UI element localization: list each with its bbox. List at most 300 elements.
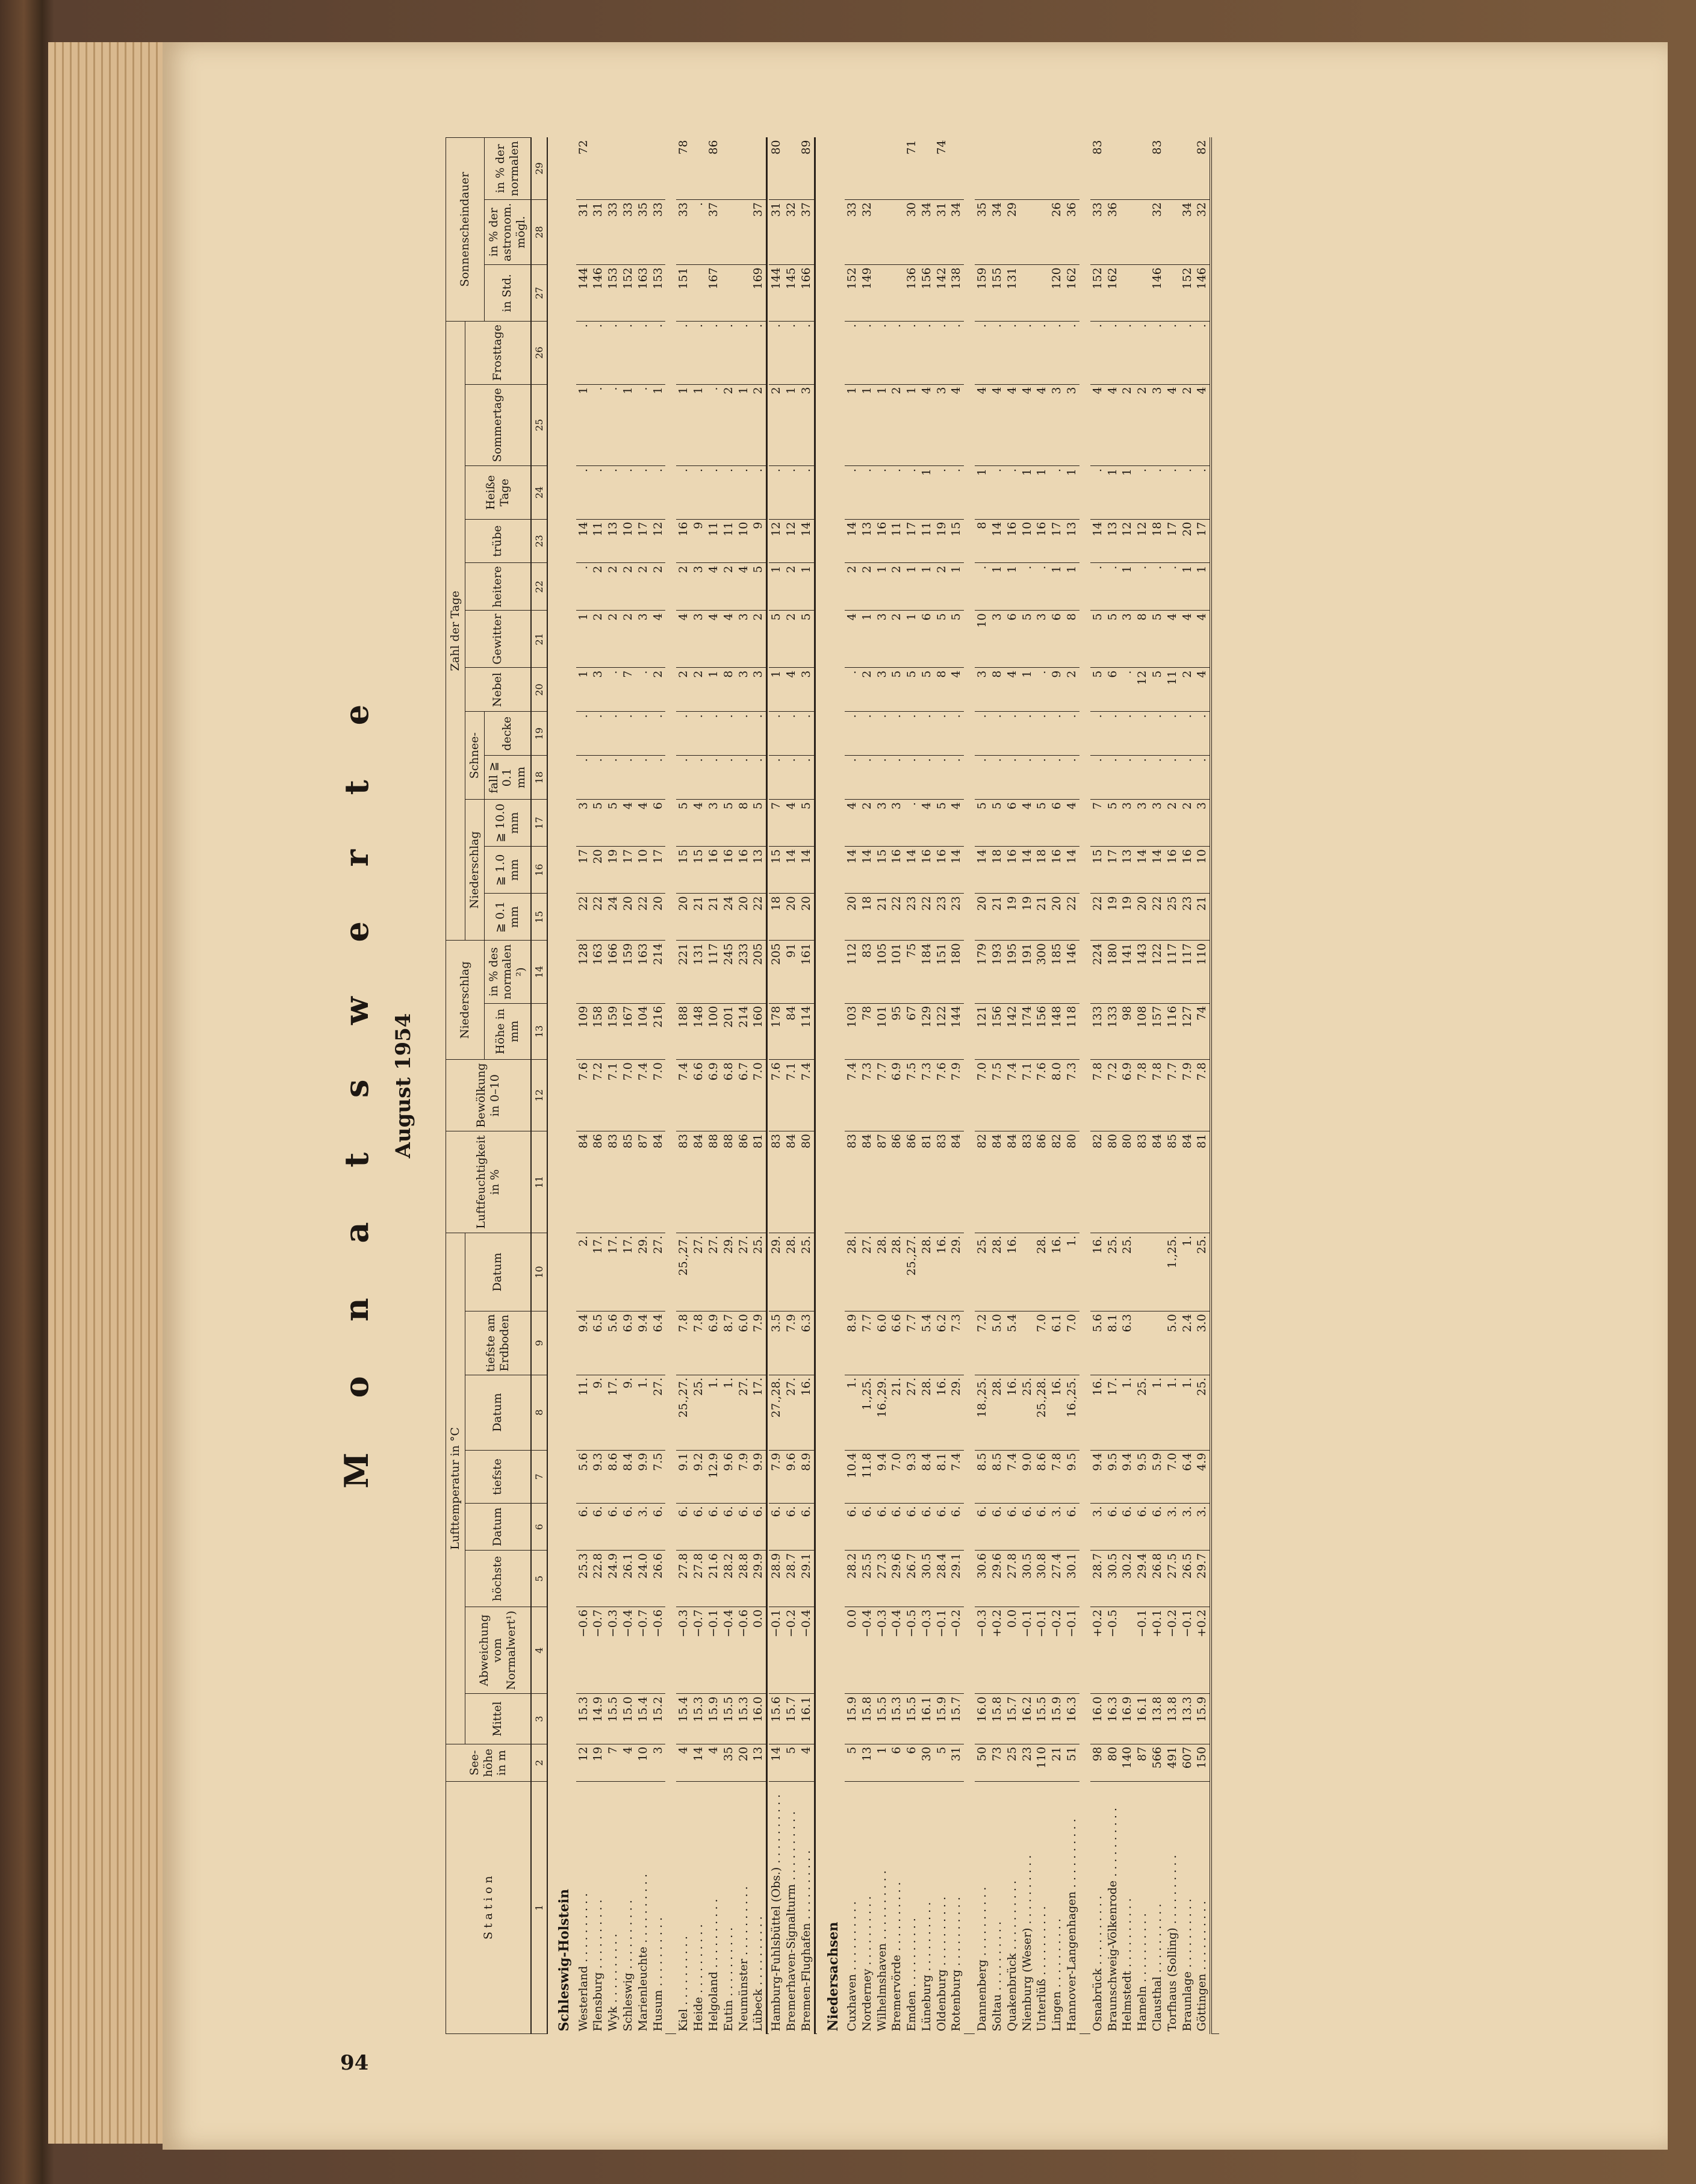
table-cell: 6. [1034, 1504, 1049, 1551]
table-cell: 7.8 [691, 1311, 706, 1375]
table-cell: 14 [990, 519, 1005, 563]
table-cell: . [990, 756, 1005, 800]
table-cell: 5 [769, 611, 784, 668]
table-cell: 28. [919, 1375, 934, 1450]
table-cell: 36 [1105, 199, 1120, 264]
table-cell: 7.4 [1005, 1060, 1020, 1131]
table-cell: 34 [919, 199, 934, 264]
table-cell: 6.8 [721, 1060, 736, 1131]
column-index-cell: 8 [531, 1375, 547, 1450]
table-cell: . [1150, 756, 1165, 800]
table-cell: . [606, 712, 621, 756]
table-cell: 78 [676, 138, 691, 200]
table-cell: 5 [889, 668, 904, 712]
table-cell: . [934, 712, 949, 756]
table-row [1120, 138, 1135, 2034]
table-cell: 7.0 [621, 1060, 636, 1131]
table-cell: 4 [1194, 668, 1211, 712]
table-cell: 140 [1120, 1744, 1135, 1781]
table-row [919, 138, 934, 2034]
table-cell: 6. [721, 1504, 736, 1551]
table-cell: 144 [769, 265, 784, 322]
table-cell: 15.9 [1049, 1694, 1064, 1744]
table-cell: 9.6 [784, 1450, 799, 1504]
table-cell: 14 [1064, 847, 1079, 894]
table-cell: . [591, 321, 606, 384]
table-cell: . [1150, 321, 1165, 384]
table-row [691, 138, 706, 2034]
table-cell: 30.5 [1020, 1551, 1035, 1607]
table-cell: . [1090, 563, 1105, 611]
table-cell: . [889, 466, 904, 520]
header-sonne-std: in Std. [484, 265, 531, 322]
table-cell: 4 [621, 800, 636, 847]
table-cell: 10 [621, 519, 636, 563]
table-cell: 7.1 [784, 1060, 799, 1131]
table-cell: 16.2 [1020, 1694, 1035, 1744]
table-cell: 9.4 [1120, 1450, 1135, 1504]
table-cell: 2 [889, 384, 904, 466]
table-cell: 5 [845, 1744, 860, 1781]
table-cell: 20 [799, 894, 815, 941]
header-sonnenschein: Sonnenscheindauer [446, 138, 485, 322]
table-cell: 245 [721, 941, 736, 1003]
table-cell: 163 [591, 941, 606, 1003]
table-cell: 13 [606, 519, 621, 563]
table-cell: 10 [1194, 847, 1211, 894]
table-cell: 25.,27. [676, 1233, 691, 1311]
table-cell: 16 [706, 847, 721, 894]
table-cell: +0.2 [1194, 1607, 1211, 1694]
table-cell: 20 [676, 894, 691, 941]
header-datum-2: Datum [465, 1375, 531, 1450]
table-cell: . [934, 756, 949, 800]
table-cell: 9 [1049, 668, 1064, 712]
table-cell: 30.5 [1105, 1551, 1120, 1607]
station-name: Nienburg (Weser) . . . . . . . . . . [1020, 1855, 1034, 2032]
table-cell: 16.,25. [1064, 1375, 1079, 1450]
header-luftfeuchtigkeit: Luftfeuchtigkeit in % [446, 1131, 531, 1233]
table-cell: 5 [904, 668, 919, 712]
table-cell: 121 [975, 1003, 990, 1060]
table-row [1064, 138, 1079, 2034]
table-cell: . [676, 712, 691, 756]
table-cell: 2 [784, 611, 799, 668]
table-cell: . [651, 466, 666, 520]
table-cell: . [1165, 712, 1180, 756]
table-cell: 4 [975, 384, 990, 466]
table-body [531, 138, 1219, 2034]
table-cell: 4 [1090, 384, 1105, 466]
table-cell: . [1049, 756, 1064, 800]
table-cell: 7 [1090, 800, 1105, 847]
table-cell: 23 [1020, 1744, 1035, 1781]
table-cell: 22.8 [591, 1551, 606, 1607]
table-cell: 7.9 [769, 1450, 784, 1504]
table-cell: 16 [1005, 847, 1020, 894]
table-cell: 2 [1180, 800, 1195, 847]
header-hoechste: höchste [465, 1551, 531, 1607]
table-cell: . [621, 466, 636, 520]
table-cell: 117 [1180, 941, 1195, 1003]
table-cell: . [845, 756, 860, 800]
table-cell: 1 [676, 384, 691, 466]
table-cell [1150, 1311, 1165, 1375]
table-cell: 5 [606, 800, 621, 847]
table-cell: 5.0 [990, 1311, 1005, 1375]
table-cell: 6.1 [1049, 1311, 1064, 1375]
table-cell: 4 [691, 800, 706, 847]
table-cell: 6. [651, 1504, 666, 1551]
table-cell: . [1135, 563, 1150, 611]
table-cell: 6. [769, 1504, 784, 1551]
table-cell: 8.1 [934, 1450, 949, 1504]
table-cell: 162 [1064, 265, 1079, 322]
table-cell: 24 [606, 894, 621, 941]
header-lufttemperatur: Lufttemperatur in °C [446, 1233, 465, 1744]
table-cell: . [1090, 712, 1105, 756]
table-cell: 114 [799, 1003, 815, 1060]
table-cell: 6 [889, 1744, 904, 1781]
table-cell: 7.0 [889, 1450, 904, 1504]
table-cell: . [1005, 712, 1020, 756]
table-cell: −0.7 [591, 1607, 606, 1694]
table-cell: 33 [606, 199, 621, 264]
table-cell: 7.7 [904, 1311, 919, 1375]
table-row [576, 138, 591, 2034]
table-cell: 127 [1180, 1003, 1195, 1060]
table-cell: 1 [949, 563, 964, 611]
table-cell [875, 265, 890, 322]
table-cell: 5 [721, 800, 736, 847]
table-cell: 24.0 [636, 1551, 651, 1607]
table-cell: 21 [706, 894, 721, 941]
table-cell: 13 [860, 519, 875, 563]
table-cell: . [919, 712, 934, 756]
table-cell: 7.6 [1034, 1060, 1049, 1131]
table-cell: 163 [636, 941, 651, 1003]
table-cell: 1 [799, 563, 815, 611]
table-cell: 16.1 [919, 1694, 934, 1744]
table-cell: . [919, 756, 934, 800]
table-cell: 6.4 [651, 1311, 666, 1375]
table-cell: 108 [1135, 1003, 1150, 1060]
table-cell: 37 [799, 199, 815, 264]
table-cell: 27.8 [676, 1551, 691, 1607]
table-cell: 3 [875, 611, 890, 668]
table-cell: . [934, 466, 949, 520]
table-cell: 1 [875, 384, 890, 466]
table-cell: 25. [1194, 1375, 1211, 1450]
table-cell: 607 [1180, 1744, 1195, 1781]
table-cell: 1 [706, 668, 721, 712]
table-cell: 84 [860, 1131, 875, 1233]
table-cell: 28.7 [1090, 1551, 1105, 1607]
table-cell: 152 [621, 265, 636, 322]
table-cell [1105, 138, 1120, 200]
table-cell: 21. [889, 1375, 904, 1450]
table-cell: 14 [860, 847, 875, 894]
header-sommertage: Sommertage [465, 384, 531, 466]
table-cell: 25. [1020, 1375, 1035, 1450]
table-cell: 6. [949, 1504, 964, 1551]
table-cell [975, 138, 990, 200]
table-cell: 15.2 [651, 1694, 666, 1744]
table-cell: −0.1 [1064, 1607, 1079, 1694]
table-cell: 9.6 [721, 1450, 736, 1504]
table-cell: 20 [621, 894, 636, 941]
table-cell: . [1034, 712, 1049, 756]
table-cell: . [904, 466, 919, 520]
table-cell: 9.3 [591, 1450, 606, 1504]
table-row [1165, 138, 1180, 2034]
table-cell: 84 [784, 1003, 799, 1060]
table-cell: 80 [1064, 1131, 1079, 1233]
table-cell: −0.4 [860, 1607, 875, 1694]
table-cell: 3 [875, 668, 890, 712]
table-cell: . [860, 321, 875, 384]
table-cell: 31 [934, 199, 949, 264]
table-cell: 23 [949, 894, 964, 941]
table-cell: 19 [591, 1744, 606, 1781]
table-cell: . [706, 756, 721, 800]
table-cell: 3 [975, 668, 990, 712]
table-cell: 146 [1150, 265, 1165, 322]
table-cell: 152 [845, 265, 860, 322]
table-cell: 16 [875, 519, 890, 563]
table-cell: 1 [1105, 466, 1120, 520]
table-cell: 8.4 [621, 1450, 636, 1504]
table-row [591, 138, 606, 2034]
table-cell: 1. [1064, 1233, 1079, 1311]
header-frosttage: Frosttage [465, 321, 531, 384]
table-cell: −0.2 [1165, 1607, 1180, 1694]
table-cell: 6 [651, 800, 666, 847]
table-cell: 8 [1064, 611, 1079, 668]
table-cell: 83 [769, 1131, 784, 1233]
table-cell: 8.6 [1034, 1450, 1049, 1504]
table-cell: 1 [919, 466, 934, 520]
table-cell: 12 [1120, 519, 1135, 563]
table-cell: 83 [1150, 138, 1165, 200]
table-cell: 18 [1034, 847, 1049, 894]
table-cell: 7.3 [860, 1060, 875, 1131]
table-cell: 157 [1150, 1003, 1165, 1060]
table-cell: 14 [1150, 847, 1165, 894]
table-cell: . [769, 712, 784, 756]
table-cell: 117 [1165, 941, 1180, 1003]
table-cell: +0.2 [1090, 1607, 1105, 1694]
table-cell: 3 [799, 384, 815, 466]
table-cell: 3.5 [769, 1311, 784, 1375]
table-cell: −0.1 [1020, 1607, 1035, 1694]
table-cell: 105 [875, 941, 890, 1003]
table-cell: 100 [706, 1003, 721, 1060]
table-cell: 7.3 [919, 1060, 934, 1131]
station-name: Schleswig . . . . . . . . . . [621, 1900, 635, 2032]
table-cell: 103 [845, 1003, 860, 1060]
table-cell: 20 [784, 894, 799, 941]
table-cell: 30.8 [1034, 1551, 1049, 1607]
table-cell: 19 [1005, 894, 1020, 941]
column-index-cell: 5 [531, 1551, 547, 1607]
table-cell: 4 [784, 800, 799, 847]
table-cell: 1. [721, 1375, 736, 1450]
table-cell: 28. [845, 1233, 860, 1311]
header-nebel: Nebel [465, 668, 531, 712]
table-cell: 5 [799, 611, 815, 668]
table-cell: 152 [1090, 265, 1105, 322]
table-cell: 87 [636, 1131, 651, 1233]
table-cell: 4 [1165, 384, 1180, 466]
column-index-cell: 1 [531, 1782, 547, 2034]
table-cell: 5 [676, 800, 691, 847]
table-cell: 155 [990, 265, 1005, 322]
table-cell: 15 [875, 847, 890, 894]
table-cell: 3 [875, 800, 890, 847]
column-index-cell: 2 [531, 1744, 547, 1781]
table-cell: 11.8 [860, 1450, 875, 1504]
station-name: Osnabrück . . . . . . . . . . [1090, 1896, 1104, 2032]
table-cell: . [621, 712, 636, 756]
table-cell: . [636, 756, 651, 800]
table-cell: −0.1 [706, 1607, 721, 1694]
table-cell [736, 199, 751, 264]
table-cell: 75 [904, 941, 919, 1003]
table-cell: 2 [621, 611, 636, 668]
station-name: Unterlüß . . . . . . . . . . [1035, 1906, 1049, 2032]
table-cell: 8 [990, 668, 1005, 712]
table-cell: 4 [845, 800, 860, 847]
table-cell: 3 [636, 611, 651, 668]
table-cell: 86 [1034, 1131, 1049, 1233]
table-cell: . [721, 756, 736, 800]
table-cell: 16 [919, 847, 934, 894]
table-cell: 149 [860, 265, 875, 322]
table-cell: . [636, 712, 651, 756]
table-cell: 16 [889, 847, 904, 894]
rotated-content [331, 137, 1403, 2034]
table-cell: . [934, 321, 949, 384]
table-cell: 6. [975, 1504, 990, 1551]
table-cell: 25 [1165, 894, 1180, 941]
table-cell: 151 [934, 941, 949, 1003]
table-cell: 178 [769, 1003, 784, 1060]
table-cell: −0.6 [736, 1607, 751, 1694]
table-cell: 25 [1005, 1744, 1020, 1781]
table-cell: 133 [1090, 1003, 1105, 1060]
table-cell: . [576, 466, 591, 520]
table-cell [1120, 199, 1135, 264]
table-cell: . [691, 199, 706, 264]
table-cell: 14 [975, 847, 990, 894]
table-cell: 142 [1005, 1003, 1020, 1060]
table-cell: . [676, 321, 691, 384]
table-cell: 2 [651, 668, 666, 712]
table-cell: 27. [784, 1375, 799, 1450]
table-cell: 15.8 [990, 1694, 1005, 1744]
table-cell: 16.3 [1064, 1694, 1079, 1744]
table-cell [1034, 199, 1049, 264]
table-cell: . [1105, 321, 1120, 384]
table-cell: 146 [591, 265, 606, 322]
table-cell: 3 [1194, 800, 1211, 847]
table-cell: 214 [736, 1003, 751, 1060]
table-cell: 112 [845, 941, 860, 1003]
table-cell: 5.0 [1165, 1311, 1180, 1375]
table-cell: . [975, 756, 990, 800]
table-cell: 27. [736, 1233, 751, 1311]
group-name: Niedersachsen [825, 1921, 841, 2032]
column-index-cell: 9 [531, 1311, 547, 1375]
table-cell: 21 [875, 894, 890, 941]
table-cell: 7.1 [606, 1060, 621, 1131]
table-cell: 14 [949, 847, 964, 894]
table-row [845, 138, 860, 2034]
table-cell: 20 [1135, 894, 1150, 941]
table-cell: . [691, 466, 706, 520]
table-cell: 1 [576, 611, 591, 668]
table-cell: . [904, 756, 919, 800]
table-cell: 7.0 [1165, 1450, 1180, 1504]
table-cell: . [769, 466, 784, 520]
table-cell: 6.9 [706, 1060, 721, 1131]
table-cell: 7.5 [904, 1060, 919, 1131]
table-cell: . [676, 466, 691, 520]
table-cell: 4 [949, 800, 964, 847]
table-cell: . [751, 321, 766, 384]
table-cell: 29 [1005, 199, 1020, 264]
table-cell: 5 [934, 800, 949, 847]
table-cell: . [1135, 756, 1150, 800]
table-cell: 28. [919, 1233, 934, 1311]
table-cell: 15.9 [934, 1694, 949, 1744]
table-cell: 6. [1005, 1504, 1020, 1551]
table-cell: 86 [736, 1131, 751, 1233]
header-datum-3: Datum [465, 1233, 531, 1311]
table-cell: 566 [1150, 1744, 1165, 1781]
header-abweichung: Abweichung vom Normalwert¹) [465, 1607, 531, 1694]
table-cell: . [904, 712, 919, 756]
table-cell: 13 [751, 847, 766, 894]
table-cell: 150 [1194, 1744, 1211, 1781]
table-cell: 9.3 [904, 1450, 919, 1504]
table-cell: 7 [769, 800, 784, 847]
table-cell: 1. [1180, 1233, 1195, 1311]
table-cell: 1 [990, 563, 1005, 611]
table-cell: . [576, 756, 591, 800]
table-cell: 8 [934, 668, 949, 712]
table-cell: 163 [636, 265, 651, 322]
table-cell: . [784, 712, 799, 756]
table-cell: 84 [949, 1131, 964, 1233]
table-cell: 19 [1120, 894, 1135, 941]
table-cell: 98 [1090, 1744, 1105, 1781]
station-name: Wyk . . . . . . . . . . [606, 1934, 620, 2032]
table-cell: 110 [1194, 941, 1211, 1003]
table-cell: 80 [1105, 1744, 1120, 1781]
column-index-cell: 11 [531, 1131, 547, 1233]
table-cell: 16.0 [751, 1694, 766, 1744]
table-cell: . [1194, 756, 1211, 800]
table-cell: 6. [736, 1504, 751, 1551]
table-cell: 1.,25. [1165, 1233, 1180, 1311]
table-cell [1135, 1233, 1150, 1311]
table-cell: 19 [934, 519, 949, 563]
table-cell: 6.2 [934, 1311, 949, 1375]
table-cell: 2 [934, 563, 949, 611]
table-cell: 1. [706, 1375, 721, 1450]
